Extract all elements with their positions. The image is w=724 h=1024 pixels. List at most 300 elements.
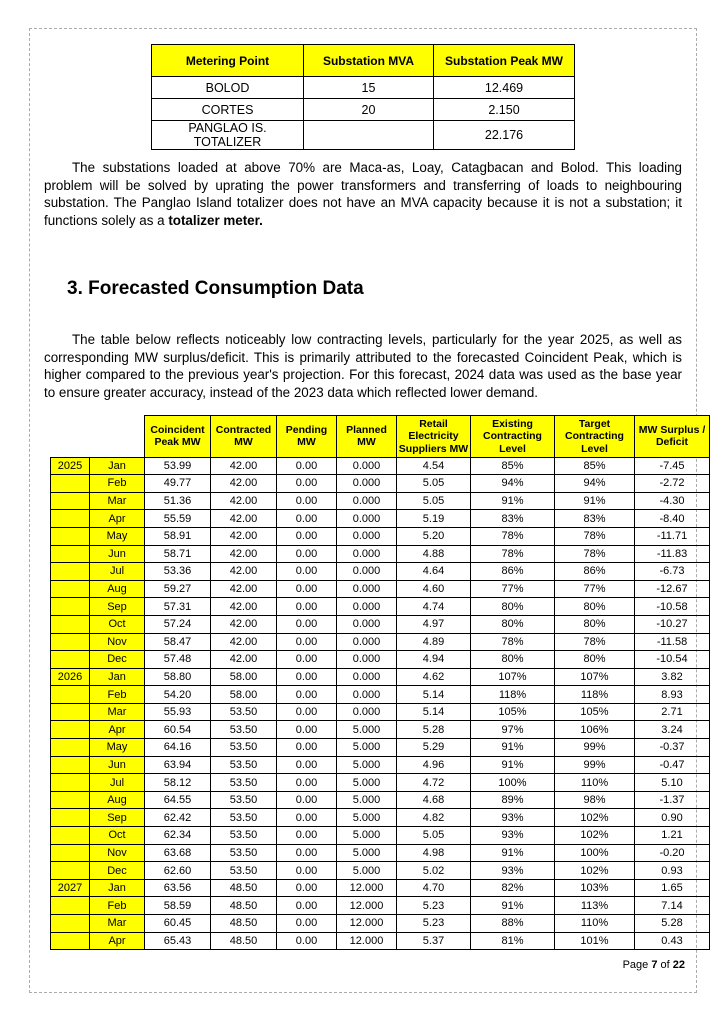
value-cell: 0.00: [277, 739, 337, 757]
year-cell: [51, 756, 90, 774]
value-cell: -1.37: [635, 791, 710, 809]
year-cell: [51, 651, 90, 669]
forecast-intro-paragraph: The table below reflects noticeably low contracting levels, particularly for the year 2025, as well as corresponding MW surplus/deficit. This is primarily attributed to the forecasted Coincident Peak, which is higher compared to the previous year's projection. For this forecast, 2024 data was used as the base year to ensure greater accuracy, instead of the 2023 data which reflected lower demand.: [44, 332, 682, 400]
value-cell: -0.47: [635, 756, 710, 774]
value-cell: 5.29: [397, 739, 471, 757]
value-cell: 102%: [555, 827, 635, 845]
blank-header-cell: [90, 416, 145, 457]
month-cell: Feb: [90, 475, 145, 493]
value-cell: 83%: [471, 510, 555, 528]
blank-header-cell: [51, 416, 90, 457]
value-cell: 2.71: [635, 703, 710, 721]
value-cell: 91%: [471, 844, 555, 862]
value-cell: 58.91: [145, 527, 211, 545]
value-cell: 78%: [555, 633, 635, 651]
value-cell: 105%: [555, 703, 635, 721]
value-cell: 0.43: [635, 932, 710, 950]
year-cell: [51, 809, 90, 827]
value-cell: 5.20: [397, 527, 471, 545]
value-cell: -12.67: [635, 580, 710, 598]
value-cell: 5.000: [337, 739, 397, 757]
value-cell: 12.000: [337, 932, 397, 950]
value-cell: 86%: [471, 563, 555, 581]
year-cell: [51, 897, 90, 915]
forecast-table-row: [51, 791, 710, 809]
forecast-table-row: [51, 756, 710, 774]
value-cell: 5.37: [397, 932, 471, 950]
value-cell: -0.37: [635, 739, 710, 757]
month-cell: Aug: [90, 791, 145, 809]
value-cell: 0.00: [277, 651, 337, 669]
value-cell: 4.68: [397, 791, 471, 809]
forecast-header-cell: MW Surplus / Deficit: [635, 416, 710, 457]
footer-page-label: Page: [622, 959, 652, 971]
year-cell: [51, 844, 90, 862]
page-content-border: [29, 28, 706, 993]
value-cell: 12.000: [337, 897, 397, 915]
metering-header-cell: Substation MVA: [304, 45, 434, 77]
value-cell: 77%: [555, 580, 635, 598]
value-cell: 60.45: [145, 915, 211, 933]
month-cell: Dec: [90, 651, 145, 669]
value-cell: 5.10: [635, 774, 710, 792]
forecast-table-row: [51, 879, 710, 897]
value-cell: 7.14: [635, 897, 710, 915]
value-cell: 102%: [555, 809, 635, 827]
value-cell: 110%: [555, 774, 635, 792]
value-cell: -11.71: [635, 527, 710, 545]
value-cell: 5.28: [397, 721, 471, 739]
value-cell: 91%: [471, 739, 555, 757]
month-cell: Nov: [90, 844, 145, 862]
value-cell: 89%: [471, 791, 555, 809]
value-cell: 80%: [471, 615, 555, 633]
value-cell: 78%: [471, 527, 555, 545]
value-cell: 64.55: [145, 791, 211, 809]
value-cell: 42.00: [211, 475, 277, 493]
value-cell: 59.27: [145, 580, 211, 598]
month-cell: Apr: [90, 932, 145, 950]
metering-table-row: [152, 77, 575, 99]
value-cell: 0.00: [277, 862, 337, 880]
value-cell: 91%: [471, 897, 555, 915]
value-cell: 60.54: [145, 721, 211, 739]
value-cell: -0.20: [635, 844, 710, 862]
value-cell: 42.00: [211, 510, 277, 528]
value-cell: 42.00: [211, 615, 277, 633]
value-cell: 5.000: [337, 809, 397, 827]
year-cell: [51, 915, 90, 933]
value-cell: 0.000: [337, 510, 397, 528]
month-cell: May: [90, 527, 145, 545]
value-cell: 53.99: [145, 457, 211, 475]
year-cell: [51, 510, 90, 528]
value-cell: 42.00: [211, 527, 277, 545]
forecast-table-row: [51, 932, 710, 950]
value-cell: 4.98: [397, 844, 471, 862]
value-cell: 0.00: [277, 598, 337, 616]
value-cell: 0.00: [277, 633, 337, 651]
value-cell: -11.58: [635, 633, 710, 651]
value-cell: 53.36: [145, 563, 211, 581]
value-cell: 12.000: [337, 915, 397, 933]
value-cell: 98%: [555, 791, 635, 809]
metering-table-row: [152, 99, 575, 121]
value-cell: 0.000: [337, 563, 397, 581]
value-cell: 4.62: [397, 668, 471, 686]
forecast-table-row: [51, 457, 710, 475]
footer-of-label: of: [657, 959, 673, 971]
forecast-table-row: [51, 844, 710, 862]
value-cell: 0.000: [337, 651, 397, 669]
metering-point-table: [151, 44, 575, 150]
forecast-table-row: [51, 915, 710, 933]
value-cell: 86%: [555, 563, 635, 581]
value-cell: 5.05: [397, 475, 471, 493]
forecast-table-row: [51, 862, 710, 880]
value-cell: 88%: [471, 915, 555, 933]
value-cell: 0.00: [277, 615, 337, 633]
value-cell: 0.000: [337, 686, 397, 704]
value-cell: 101%: [555, 932, 635, 950]
section-heading: 3. Forecasted Consumption Data: [67, 278, 364, 300]
month-cell: Jan: [90, 457, 145, 475]
month-cell: Sep: [90, 809, 145, 827]
value-cell: 53.50: [211, 756, 277, 774]
forecast-table-row: [51, 827, 710, 845]
value-cell: 97%: [471, 721, 555, 739]
year-cell: [51, 563, 90, 581]
value-cell: 77%: [471, 580, 555, 598]
value-cell: 4.72: [397, 774, 471, 792]
value-cell: 80%: [555, 651, 635, 669]
value-cell: 63.94: [145, 756, 211, 774]
forecast-header-cell: Pending MW: [277, 416, 337, 457]
month-cell: Nov: [90, 633, 145, 651]
value-cell: 63.56: [145, 879, 211, 897]
value-cell: 106%: [555, 721, 635, 739]
value-cell: 5.000: [337, 791, 397, 809]
value-cell: 5.000: [337, 721, 397, 739]
value-cell: 102%: [555, 862, 635, 880]
value-cell: 93%: [471, 809, 555, 827]
month-cell: Jan: [90, 668, 145, 686]
value-cell: 42.00: [211, 457, 277, 475]
year-cell: 2027: [51, 879, 90, 897]
value-cell: 57.48: [145, 651, 211, 669]
value-cell: 0.00: [277, 756, 337, 774]
forecast-header-cell: Existing Contracting Level: [471, 416, 555, 457]
value-cell: 42.00: [211, 563, 277, 581]
value-cell: 94%: [555, 475, 635, 493]
value-cell: 0.00: [277, 827, 337, 845]
value-cell: 48.50: [211, 932, 277, 950]
value-cell: 0.00: [277, 457, 337, 475]
value-cell: 0.00: [277, 686, 337, 704]
year-cell: [51, 527, 90, 545]
value-cell: 0.00: [277, 492, 337, 510]
value-cell: 5.19: [397, 510, 471, 528]
forecast-table-body: [51, 457, 710, 950]
value-cell: 113%: [555, 897, 635, 915]
year-cell: [51, 633, 90, 651]
value-cell: 4.64: [397, 563, 471, 581]
value-cell: 85%: [471, 457, 555, 475]
value-cell: 4.60: [397, 580, 471, 598]
value-cell: 0.00: [277, 791, 337, 809]
value-cell: 5.05: [397, 827, 471, 845]
value-cell: -2.72: [635, 475, 710, 493]
page-number-footer: [623, 959, 685, 971]
value-cell: 49.77: [145, 475, 211, 493]
value-cell: 0.00: [277, 475, 337, 493]
value-cell: 0.000: [337, 492, 397, 510]
value-cell: 57.24: [145, 615, 211, 633]
forecast-table-row: [51, 739, 710, 757]
value-cell: 0.00: [277, 668, 337, 686]
value-cell: 99%: [555, 756, 635, 774]
value-cell: 54.20: [145, 686, 211, 704]
value-cell: -11.83: [635, 545, 710, 563]
value-cell: 5.05: [397, 492, 471, 510]
footer-page-number: 7: [651, 959, 658, 971]
value-cell: 1.65: [635, 879, 710, 897]
value-cell: 100%: [555, 844, 635, 862]
value-cell: 0.000: [337, 475, 397, 493]
forecast-table-row: [51, 774, 710, 792]
substation-loading-paragraph: [44, 159, 682, 229]
value-cell: 5.14: [397, 686, 471, 704]
metering-value-cell: 15: [304, 77, 434, 99]
year-cell: [51, 932, 90, 950]
value-cell: 78%: [471, 545, 555, 563]
value-cell: 3.24: [635, 721, 710, 739]
value-cell: 4.70: [397, 879, 471, 897]
value-cell: 64.16: [145, 739, 211, 757]
value-cell: 0.00: [277, 510, 337, 528]
month-cell: Feb: [90, 897, 145, 915]
value-cell: 94%: [471, 475, 555, 493]
forecast-table-row: [51, 563, 710, 581]
value-cell: 42.00: [211, 651, 277, 669]
value-cell: 53.50: [211, 844, 277, 862]
value-cell: 0.90: [635, 809, 710, 827]
value-cell: 105%: [471, 703, 555, 721]
month-cell: Jun: [90, 756, 145, 774]
month-cell: Jul: [90, 774, 145, 792]
year-cell: [51, 739, 90, 757]
year-cell: [51, 615, 90, 633]
month-cell: Dec: [90, 862, 145, 880]
value-cell: 0.00: [277, 545, 337, 563]
forecast-table-row: [51, 615, 710, 633]
value-cell: 80%: [555, 615, 635, 633]
value-cell: 0.00: [277, 879, 337, 897]
value-cell: 0.000: [337, 668, 397, 686]
value-cell: 99%: [555, 739, 635, 757]
value-cell: 8.93: [635, 686, 710, 704]
metering-value-cell: 2.150: [434, 99, 575, 121]
value-cell: 0.00: [277, 844, 337, 862]
value-cell: 91%: [555, 492, 635, 510]
metering-point-cell: PANGLAO IS. TOTALIZER: [152, 121, 304, 150]
year-cell: [51, 791, 90, 809]
value-cell: 0.00: [277, 721, 337, 739]
value-cell: -6.73: [635, 563, 710, 581]
value-cell: 4.96: [397, 756, 471, 774]
value-cell: 53.50: [211, 827, 277, 845]
value-cell: 4.82: [397, 809, 471, 827]
forecast-table-row: [51, 545, 710, 563]
value-cell: 0.000: [337, 615, 397, 633]
forecast-table-row: [51, 527, 710, 545]
metering-point-cell: CORTES: [152, 99, 304, 121]
month-cell: Jan: [90, 879, 145, 897]
value-cell: 48.50: [211, 879, 277, 897]
value-cell: 107%: [471, 668, 555, 686]
value-cell: 5.000: [337, 756, 397, 774]
value-cell: -10.27: [635, 615, 710, 633]
metering-table-row: [152, 121, 575, 150]
value-cell: 5.23: [397, 897, 471, 915]
year-cell: [51, 827, 90, 845]
month-cell: May: [90, 739, 145, 757]
value-cell: 0.00: [277, 527, 337, 545]
value-cell: 42.00: [211, 598, 277, 616]
value-cell: 5.23: [397, 915, 471, 933]
value-cell: 5.000: [337, 844, 397, 862]
value-cell: 0.00: [277, 563, 337, 581]
forecast-header-cell: Planned MW: [337, 416, 397, 457]
value-cell: 118%: [555, 686, 635, 704]
value-cell: 42.00: [211, 580, 277, 598]
forecast-table-row: [51, 598, 710, 616]
value-cell: 53.50: [211, 703, 277, 721]
value-cell: 93%: [471, 827, 555, 845]
value-cell: 0.000: [337, 598, 397, 616]
value-cell: 0.00: [277, 809, 337, 827]
value-cell: -8.40: [635, 510, 710, 528]
value-cell: 5.02: [397, 862, 471, 880]
value-cell: 12.000: [337, 879, 397, 897]
value-cell: 53.50: [211, 791, 277, 809]
value-cell: 4.97: [397, 615, 471, 633]
forecast-header-cell: Retail Electricity Suppliers MW: [397, 416, 471, 457]
metering-value-cell: 12.469: [434, 77, 575, 99]
value-cell: -7.45: [635, 457, 710, 475]
value-cell: -10.54: [635, 651, 710, 669]
metering-table-body: [152, 77, 575, 150]
value-cell: 91%: [471, 756, 555, 774]
year-cell: [51, 703, 90, 721]
month-cell: Sep: [90, 598, 145, 616]
value-cell: 5.000: [337, 827, 397, 845]
metering-point-cell: BOLOD: [152, 77, 304, 99]
value-cell: 58.80: [145, 668, 211, 686]
value-cell: 53.50: [211, 739, 277, 757]
forecast-table-row: [51, 510, 710, 528]
metering-header-cell: Metering Point: [152, 45, 304, 77]
value-cell: 0.000: [337, 580, 397, 598]
value-cell: 78%: [555, 545, 635, 563]
value-cell: 58.12: [145, 774, 211, 792]
year-cell: [51, 492, 90, 510]
forecast-table-row: [51, 897, 710, 915]
month-cell: Oct: [90, 827, 145, 845]
paragraph-bold-text: totalizer meter.: [168, 212, 263, 228]
value-cell: 100%: [471, 774, 555, 792]
value-cell: 4.54: [397, 457, 471, 475]
month-cell: Mar: [90, 703, 145, 721]
year-cell: [51, 721, 90, 739]
year-cell: [51, 774, 90, 792]
value-cell: 107%: [555, 668, 635, 686]
value-cell: 3.82: [635, 668, 710, 686]
value-cell: 57.31: [145, 598, 211, 616]
value-cell: 0.00: [277, 580, 337, 598]
value-cell: 5.28: [635, 915, 710, 933]
value-cell: 110%: [555, 915, 635, 933]
forecast-table-row: [51, 686, 710, 704]
value-cell: 80%: [471, 651, 555, 669]
year-cell: 2026: [51, 668, 90, 686]
value-cell: 0.000: [337, 457, 397, 475]
paragraph-text: The substations loaded at above 70% are Maca-as, Loay, Catagbacan and Bolod. This loading problem will be solved by uprating the power transformers and transferring of loads to neighbouring substation. The Panglao Island totalizer does not have an MVA capacity because it is not a substation; it functions solely as a: [44, 160, 682, 228]
value-cell: 62.42: [145, 809, 211, 827]
value-cell: 58.47: [145, 633, 211, 651]
forecast-table-row: [51, 492, 710, 510]
value-cell: 53.50: [211, 809, 277, 827]
forecast-table-row: [51, 809, 710, 827]
forecast-table-row: [51, 668, 710, 686]
month-cell: Jun: [90, 545, 145, 563]
value-cell: 0.000: [337, 633, 397, 651]
metering-value-cell: [304, 121, 434, 150]
value-cell: 55.59: [145, 510, 211, 528]
forecast-table-row: [51, 651, 710, 669]
month-cell: Jul: [90, 563, 145, 581]
forecast-consumption-table: [50, 415, 710, 950]
value-cell: 0.00: [277, 897, 337, 915]
value-cell: 0.000: [337, 545, 397, 563]
value-cell: 0.00: [277, 774, 337, 792]
value-cell: 48.50: [211, 915, 277, 933]
value-cell: 93%: [471, 862, 555, 880]
value-cell: 5.000: [337, 862, 397, 880]
month-cell: Aug: [90, 580, 145, 598]
metering-header-cell: Substation Peak MW: [434, 45, 575, 77]
value-cell: 1.21: [635, 827, 710, 845]
value-cell: 0.000: [337, 527, 397, 545]
year-cell: [51, 475, 90, 493]
value-cell: 58.71: [145, 545, 211, 563]
value-cell: 58.00: [211, 686, 277, 704]
forecast-header-cell: Coincident Peak MW: [145, 416, 211, 457]
value-cell: 62.34: [145, 827, 211, 845]
value-cell: 4.89: [397, 633, 471, 651]
value-cell: 4.94: [397, 651, 471, 669]
value-cell: 82%: [471, 879, 555, 897]
value-cell: -10.58: [635, 598, 710, 616]
value-cell: 53.50: [211, 774, 277, 792]
value-cell: 91%: [471, 492, 555, 510]
forecast-table-row: [51, 633, 710, 651]
value-cell: 0.93: [635, 862, 710, 880]
value-cell: 58.00: [211, 668, 277, 686]
value-cell: 4.88: [397, 545, 471, 563]
value-cell: 42.00: [211, 633, 277, 651]
year-cell: [51, 580, 90, 598]
